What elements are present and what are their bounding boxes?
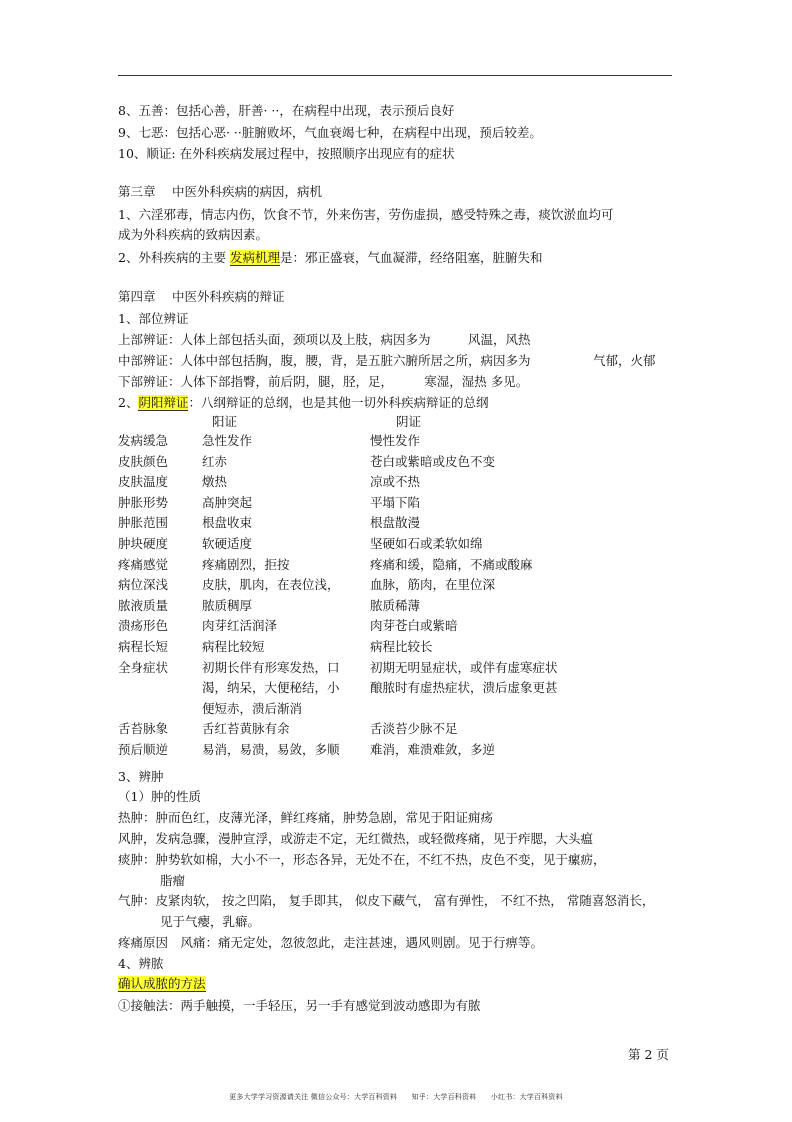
yinyang-table <box>118 431 678 761</box>
table-cell-yang: 便短赤，溃后渐消 <box>202 700 303 716</box>
table-header-yin: 阴证 <box>396 414 422 429</box>
table-row <box>118 493 678 514</box>
table-row <box>118 472 678 493</box>
table-cell-yin: 病程比较长 <box>370 638 433 654</box>
item-9: 9、七恶：包括心恶· ··脏腑败坏，气血衰竭七种，在病程中出现，预后较差。 <box>118 125 542 140</box>
heat-swelling: 热肿：肿而色红，皮薄光泽，鲜红疼痛，肿势急剧，常见于阳证痈疡 <box>118 810 494 825</box>
table-row <box>118 555 678 576</box>
qi-swelling-line2: 见于气瘿，乳癖。 <box>160 914 261 929</box>
table-cell-yin: 脓质稀薄 <box>370 597 421 613</box>
table-cell-yin: 苍白或紫暗或皮色不变 <box>370 453 496 469</box>
table-cell-yang: 红赤 <box>202 453 228 469</box>
qi-swelling-line1: 气肿：皮紧肉软， 按之凹陷， 复手即其， 似皮下藏气， 富有弹性， 不红不热， 常随喜怒消长， <box>118 893 655 908</box>
table-cell-yin: 平塌下陷 <box>370 494 421 510</box>
table-cell-yang: 根盘收束 <box>202 515 253 531</box>
table-cell-yang: 病程比较短 <box>202 638 265 654</box>
section-swelling-title: 3、辨肿 <box>118 769 164 784</box>
table-cell-aspect: 疼痛感觉 <box>118 556 169 572</box>
table-cell-aspect: 溃疡形色 <box>118 618 169 634</box>
table-cell-aspect: 预后顺逆 <box>118 741 169 757</box>
section-location-title: 1、部位辨证 <box>118 311 189 326</box>
table-cell-aspect: 肿胀形势 <box>118 494 169 510</box>
pus-method-contact: ①接触法：两手触摸，一手轻压，另一手有感觉到波动感即为有脓 <box>118 998 481 1013</box>
page-number: 第 2 页 <box>628 1047 669 1062</box>
table-cell-yang: 易消，易溃，易敛，多顺 <box>202 741 340 757</box>
table-row <box>118 719 678 740</box>
lower-differentiation: 下部辨证：人体下部指臀，前后阴，腿，胫，足， 寒湿，湿热 多见。 <box>118 374 529 389</box>
footer-promo: 更多大学学习资源请关注 微信公众号：大学百科资料 知乎：大学百科资料 小红书：大学百科资料 <box>229 1093 563 1101</box>
table-cell-aspect: 肿胀范围 <box>118 515 169 531</box>
table-cell-yang: 高肿突起 <box>202 494 253 510</box>
upper-differentiation: 上部辨证：人体上部包括头面，颈项以及上肢，病因多为 风温，风热 <box>118 332 531 347</box>
table-cell-yang: 软硬适度 <box>202 535 253 551</box>
header-rule <box>118 75 672 76</box>
table-row <box>118 637 678 658</box>
item-10: 10、顺证: 在外科疾病发展过程中，按照顺序出现应有的症状 <box>118 146 455 161</box>
pus-method-heading <box>118 976 206 992</box>
table-cell-yin: 肉芽苍白或紫暗 <box>370 618 458 634</box>
table-cell-yang: 燉热 <box>202 474 228 490</box>
table-cell-yang: 舌红苔黄脉有余 <box>202 721 290 737</box>
table-cell-yin: 凉或不热 <box>370 474 421 490</box>
table-row <box>118 534 678 555</box>
table-cell-yin: 酿脓时有虚热症状，溃后虚象更甚 <box>370 680 558 696</box>
table-cell-yin: 根盘散漫 <box>370 515 421 531</box>
table-row <box>118 596 678 617</box>
table-row <box>118 616 678 637</box>
table-cell-yang: 皮肤，肌肉，在表位浅， <box>202 577 340 593</box>
swelling-nature-sub: （1）肿的性质 <box>118 789 201 804</box>
table-cell-yin: 初期无明显症状，或伴有虚寒症状 <box>370 659 558 675</box>
table-row <box>118 431 678 452</box>
chapter3-p1-line2: 成为外科疾病的致病因素。 <box>118 227 269 242</box>
chapter3-p2-suffix: 是：邪正盛衰，气血凝滞，经络阻塞，脏腑失和 <box>279 250 543 265</box>
table-row <box>118 699 678 720</box>
table-cell-aspect: 发病缓急 <box>118 433 169 448</box>
table-cell-aspect: 皮肤颜色 <box>118 453 169 469</box>
yinyang-prefix: 2、 <box>118 395 139 410</box>
table-row <box>118 740 678 761</box>
table-row <box>118 575 678 596</box>
table-header-yang: 阳证 <box>212 414 238 429</box>
table-cell-yin: 难消，难溃难敛，多逆 <box>370 741 496 757</box>
item-8: 8、五善：包括心善，肝善· ··，在病程中出现，表示预后良好 <box>118 103 455 118</box>
yinyang-section-title <box>118 395 488 411</box>
highlight-yinyang: 阴阳辩证 <box>138 395 189 410</box>
table-cell-yin: 舌淡苔少脉不足 <box>370 721 458 737</box>
table-cell-yin: 血脉，筋肉，在里位深 <box>370 577 496 593</box>
table-cell-aspect: 舌苔脉象 <box>118 721 169 737</box>
table-cell-yin: 慢性发作 <box>370 433 421 448</box>
chapter3-p2 <box>118 250 542 266</box>
middle-differentiation: 中部辨证：人体中部包括胸，腹，腰，背，是五脏六腑所居之所，病因多为 气郁，火郁 <box>118 353 656 368</box>
table-cell-aspect: 病程长短 <box>118 638 169 654</box>
chapter3-title: 第三章 中医外科疾病的病因，病机 <box>118 184 322 199</box>
pain-cause: 疼痛原因 风痛：痛无定处，忽彼忽此，走注甚速，遇风则剧。见于行痹等。 <box>118 935 544 950</box>
table-cell-aspect: 病位深浅 <box>118 577 169 593</box>
table-cell-yin: 疼痛和缓，隐痛，不痛或酸麻 <box>370 556 533 572</box>
table-cell-yang: 肉芽红活润泽 <box>202 618 278 634</box>
table-row <box>118 658 678 679</box>
table-cell-yin: 坚硬如石或柔软如绵 <box>370 535 483 551</box>
table-cell-aspect: 肿块硬度 <box>118 535 169 551</box>
chapter4-title: 第四章 中医外科疾病的辩证 <box>118 289 285 304</box>
table-cell-yang: 脓质稠厚 <box>202 597 253 613</box>
table-row <box>118 513 678 534</box>
chapter3-p1-line1: 1、六淫邪毒，情志内伤，饮食不节，外来伤害，劳伤虚损，感受特殊之毒，痰饮淤血均可 <box>118 207 614 222</box>
table-cell-yang: 疼痛剧烈，拒按 <box>202 556 290 572</box>
chapter3-p2-prefix: 2、外科疾病的主要 <box>118 250 230 265</box>
table-cell-aspect: 脓液质量 <box>118 597 169 613</box>
highlight-pathogenesis: 发病机理 <box>229 250 280 265</box>
phlegm-swelling-line1: 痰肿：肿势软如棉，大小不一，形态各异，无处不在，不红不热，皮色不变，见于瘰疬， <box>118 852 606 867</box>
highlight-pus-method: 确认成脓的方法 <box>118 976 206 991</box>
yinyang-suffix: ：八纲辩证的总纲，也是其他一切外科疾病辩证的总纲 <box>188 395 489 410</box>
table-cell-yang: 初期长伴有形寒发热，口 <box>202 659 340 675</box>
table-cell-yang: 渴，纳呆，大便秘结，小 <box>202 680 340 696</box>
table-cell-yang: 急性发作 <box>202 433 253 448</box>
table-row <box>118 678 678 699</box>
phlegm-swelling-line2: 脂瘤 <box>160 873 186 888</box>
wind-swelling: 风肿，发病急骤，漫肿宣浮，或游走不定，无红微热，或轻微疼痛，见于痄腮，大头瘟 <box>118 831 594 846</box>
table-row <box>118 452 678 473</box>
table-cell-aspect: 全身症状 <box>118 659 169 675</box>
table-cell-aspect: 皮肤温度 <box>118 474 169 490</box>
section-pus-title: 4、辨脓 <box>118 956 164 971</box>
